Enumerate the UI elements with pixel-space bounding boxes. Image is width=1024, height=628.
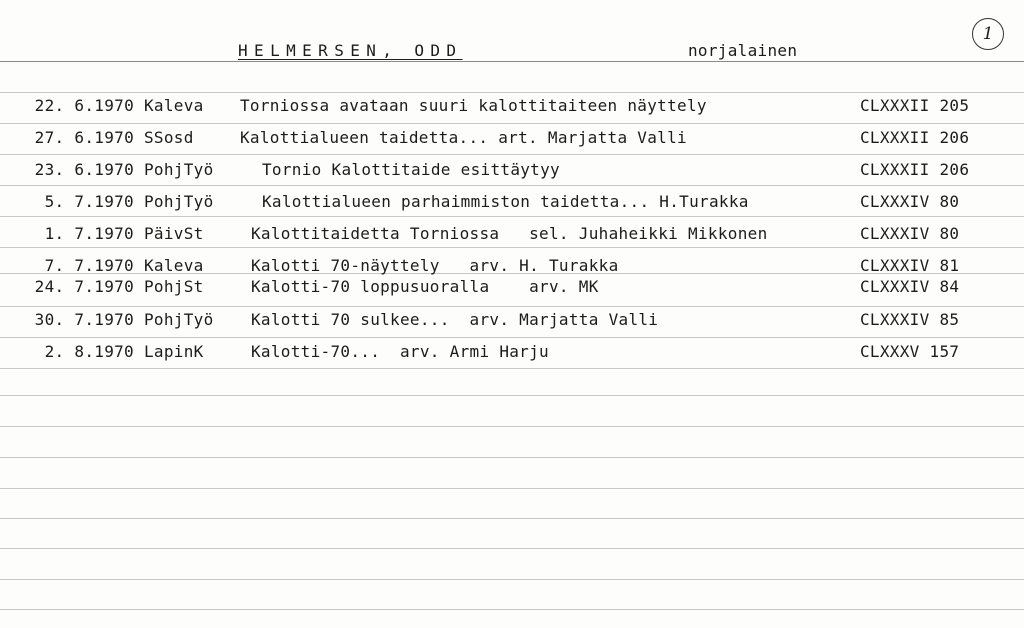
- entry-source: PohjTyö: [144, 310, 214, 329]
- entry-date: 2. 8.1970: [44, 342, 134, 361]
- entry-date: 24. 7.1970: [34, 277, 134, 296]
- entry-title: Torniossa avataan suuri kalottitaiteen näyttely: [240, 96, 707, 115]
- ruled-line: [0, 368, 1024, 369]
- entry-source: PohjTyö: [144, 160, 214, 179]
- ruled-line: [0, 488, 1024, 489]
- ruled-line: [0, 123, 1024, 124]
- entry-reference: CLXXXV 157: [860, 342, 960, 361]
- entry-reference: CLXXXIV 85: [860, 310, 960, 329]
- nationality: norjalainen: [688, 41, 798, 60]
- card-number-circle: [972, 18, 1004, 50]
- ruled-line: [0, 216, 1024, 217]
- entry-date: 23. 6.1970: [34, 160, 134, 179]
- ruled-line: [0, 518, 1024, 519]
- ruled-line: [0, 306, 1024, 307]
- entry-reference: CLXXXII 205: [860, 96, 970, 115]
- entry-title: Tornio Kalottitaide esittäytyy: [262, 160, 560, 179]
- ruled-line: [0, 154, 1024, 155]
- ruled-line: [0, 395, 1024, 396]
- ruled-line: [0, 92, 1024, 93]
- entry-title: Kalotti 70 sulkee... arv. Marjatta Valli: [251, 310, 659, 329]
- entry-title: Kalottitaidetta Torniossa sel. Juhaheikki Mikkonen: [251, 224, 768, 243]
- ruled-line: [0, 609, 1024, 610]
- entry-date: 22. 6.1970: [34, 96, 134, 115]
- entry-source: SSosd: [144, 128, 194, 147]
- entry-title: Kalotti-70 loppusuoralla arv. MK: [251, 277, 599, 296]
- entry-title: Kalotti 70-näyttely arv. H. Turakka: [251, 256, 619, 275]
- entry-reference: CLXXXIV 84: [860, 277, 960, 296]
- entry-date: 1. 7.1970: [44, 224, 134, 243]
- ruled-line: [0, 247, 1024, 248]
- entry-source: LapinK: [144, 342, 204, 361]
- ruled-line: [0, 185, 1024, 186]
- entry-source: Kaleva: [144, 256, 204, 275]
- header-rule: [0, 61, 1024, 62]
- entry-source: PohjTyö: [144, 192, 214, 211]
- ruled-line: [0, 548, 1024, 549]
- entry-reference: CLXXXII 206: [860, 160, 970, 179]
- entry-reference: CLXXXII 206: [860, 128, 970, 147]
- entry-reference: CLXXXIV 80: [860, 224, 960, 243]
- entry-date: 7. 7.1970: [44, 256, 134, 275]
- ruled-line: [0, 579, 1024, 580]
- entry-title: Kalottialueen taidetta... art. Marjatta Valli: [240, 128, 687, 147]
- card-number: 1: [982, 24, 994, 44]
- entry-date: 30. 7.1970: [34, 310, 134, 329]
- entry-title: Kalotti-70... arv. Armi Harju: [251, 342, 549, 361]
- person-name: HELMERSEN, ODD: [238, 41, 463, 60]
- entry-source: PäivSt: [144, 224, 204, 243]
- ruled-line: [0, 457, 1024, 458]
- entry-reference: CLXXXIV 80: [860, 192, 960, 211]
- entry-title: Kalottialueen parhaimmiston taidetta... H.Turakka: [262, 192, 749, 211]
- ruled-line: [0, 337, 1024, 338]
- entry-date: 5. 7.1970: [44, 192, 134, 211]
- entry-reference: CLXXXIV 81: [860, 256, 960, 275]
- entry-date: 27. 6.1970: [34, 128, 134, 147]
- entry-source: PohjSt: [144, 277, 204, 296]
- entry-source: Kaleva: [144, 96, 204, 115]
- ruled-line: [0, 426, 1024, 427]
